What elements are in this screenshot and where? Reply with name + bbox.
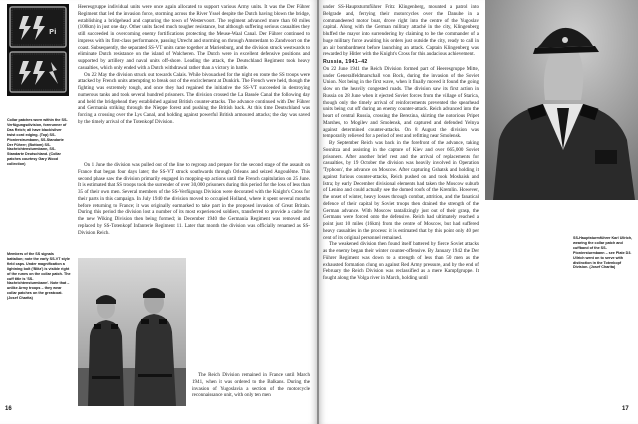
svg-text:Pi: Pi bbox=[49, 28, 57, 36]
paragraph: Heeresgruppe individual units were once again allocated to support various Army units. It was the Der Führer Regiment that led the invasion force, storming across the River Yssel despite the Dutch having blown the bridge, establishing a bridgehead and capturing the town of Westervoort. The regiment advanced more than 60 miles (100km) in just one day. Other units faced much tougher resistance, but although suffering serious casualties they still succeeded in overcoming enemy fortifications protecting the Meuse-Waal Canal. Der Führer continued to impress with its first-class performance, passing Utrecht and storming on through Amsterdam to Zandvoort on the coast. Subsequently, the separated SS-VT units came together at Marienburg, and the division struck westwards to eliminate Dutch resistance on the island of Walcheren. The Dutch were in excellent defensive positions and supported by artillery and naval units off-shore. Leading the attack, the Deutschland Regiment took heavy casualties, which only ended with a Dutch withdrawal rather than a victory in battle. bbox=[78, 4, 310, 71]
paragraph: The Reich Division remained in France until March 1941, when it was ordered to the Balkans. During the invasion of Yugoslavia a section of the motorcycle reconnaissance unit, with only ten men bbox=[192, 372, 310, 399]
signals-battalion-caption: Members of the SS signals battalion; note the early SS-VT style field caps. Under magnification a lightning bolt ('Blitz') is visible right of the runes on the collar patch. The cuff title is 'SS-Nachrichtensturmbann'. Note that – unlike Army troops – they wear collar patches on the greatcoat. (Josef Charita) bbox=[7, 252, 71, 301]
officer-caption: SS-Hauptsturmführer Karl Ullrich, wearing the collar patch and cuffband of the SS-Pioniersturmbann – see Plate D3. Ullrich went on to serve with distinction in the Totenkopf Division. (Josef Charita) bbox=[573, 236, 633, 270]
officer-portrait-photo bbox=[485, 0, 638, 200]
left-body-text bbox=[78, 4, 310, 126]
page-number-right: 17 bbox=[622, 406, 629, 412]
right-body-text bbox=[323, 4, 479, 282]
paragraph: On 22 June 1941 the Reich Division formed part of Heeresgruppe Mitte, under Generalfeldmarschall von Bock, during the invasion of the Soviet Union. Not being in the first wave, when it finally moved it found the going slow on the heavily congested roads. The division saw its first action in Russia on 28 June when it ejected Soviet forces from the village of Starica, though only the timely arrival of reinforcements prevented the spearhead units being cut off during an enemy counter-attack. Reich advanced into the heart of central Russia, crossing the Berezina, skirting the notorious Pripet Marshes, to Mogilev and Smolensk, and captured and defended Yelnya against determined counter-attacks. On 8 August the division was temporarily relieved for a period of rest and refitting near Smolensk. bbox=[323, 65, 479, 140]
left-body-text-mid bbox=[78, 162, 310, 236]
left-body-text-lower bbox=[192, 372, 310, 399]
section-heading: Russia, 1941–42 bbox=[323, 59, 368, 65]
paragraph: By September Reich was back in the forefront of the advance, taking Sosnitza and assisting in the capture of Kiev and over 665,000 Soviet prisoners. After another brief rest and the arrival of replacements for casualties, by 19 October the division was heavily involved in Operation 'Typhoon', the advance on Moscow. After capturing Gshatsk and holding it against furious counter-attacks, Reich pushed on and took Moshaisk and Istra; by early December divisional elements had taken the Moscow suburb of Lenino and could actually see the domed roofs of the Kremlin. However, the onset of winter, heavy losses through combat, attrition, and the fanatical defence of their capital by Soviet troops then drained the strength of the German advance. With Moscow tantalizingly just out of their grasp, the Germans were forced onto the defensive. Reich had ultimately reached a point just 10 miles (16km) from the centre of Moscow, but had suffered heavy casualties in the process: it is estimated that by this point only 40 per cent of its original personnel remained. bbox=[323, 140, 479, 241]
signals-battalion-photo bbox=[78, 258, 186, 406]
collar-patches-photo bbox=[7, 4, 69, 96]
collar-patch-bottom bbox=[10, 52, 66, 92]
right-page bbox=[319, 0, 638, 424]
paragraph: On 22 May the division struck out towards Calais. While bivouacked for the night en route the SS troops were attacked by French units attempting to break out of the encirclement at Dunkirk. The French were held, though the fighting was extremely tough, and once they had regained the initiative the SS-VT succeeded in destroying numerous tanks and took several hundred prisoners. The division crossed the La Bassée Canal the following day and held the bridgehead they established against British counter-attacks. The advance continued with Der Führer and Germania striking through the Nieppe forest and pushing the British back. At this time Deutschland was forcing a crossing over the Lys Canal, and holding against powerful British armoured attacks; the day was saved by the timely arrival of the Totenkopf Division. bbox=[78, 71, 310, 125]
left-page bbox=[0, 0, 317, 424]
paragraph: The weakened division then found itself battered by fierce Soviet attacks as the enemy began their winter counter-offensive. By January 1942 the Der Führer Regiment was down to a strength of less than 50 men as the exhausted formation clung on against Red Army pressure, and by the end of February the Reich Division was reclassified as a mere Kampfgruppe. It fought along the Volga river in March, holding until bbox=[323, 241, 479, 281]
collar-patches-caption: Collar patches worn within the SS-Verfügungsdivision, forerunner of Das Reich; all have black/silver twist cord edging. (Top) SS-Pionierstrumbann, SS-Standarte Der Führer; (Bottom) SS-Nachrichtensturmbann, SS-Standarte Deutschland. (Collar patches courtesy Gary Wood collection) bbox=[7, 118, 68, 167]
page-number-left: 16 bbox=[5, 406, 12, 412]
paragraph: On 1 June the division was pulled out of the line to regroup and prepare for the second stage of the assault on France that began four days later; the SS-VT struck southwards through Orleans and seized Angoulême. This second phase saw the division primarily engaged in mopping-up actions until the French capitulation on 25 June. It is estimated that SS troops took the surrender of over 30,000 prisoners during this period for the loss of less than 35 of their own men. Several members of the SS-Verfügungs Division were decorated with the Knight's Cross for their parts in this campaign. In July 1940 the division moved to occupied Holland, where it spent several months before returning to France; it was originally earmarked to take part in the proposed invasion of Great Britain. During this period the division lost a number of its most experienced soldiers, transferred to provide a cadre for the new Wiking Division then being formed; in December 1940 the Germania Regiment was removed and replaced by SS-Totenkopf Infanterie Regiment 11. Later that month the division was officially renamed as SS-Division Reich. bbox=[78, 162, 310, 236]
collar-patch-top bbox=[10, 7, 66, 47]
paragraph: under SS-Hauptsturmführer Fritz Klingenberg, mounted a patrol into Belgrade and, ferrying their motorcycles over the Danube in a commandeered motor boat, drove right into the centre of the Yugoslav capital. Along with the German military attaché in the city, Klingenberg bluffed the mayor into surrendering by claiming to be the commander of a huge military force awaiting his orders just outside the city, ready to call in an air bombardment before launching an attack. Captain Klingenberg was rewarded by Hitler with the Knight's Cross for this audacious achievement. bbox=[323, 4, 479, 58]
